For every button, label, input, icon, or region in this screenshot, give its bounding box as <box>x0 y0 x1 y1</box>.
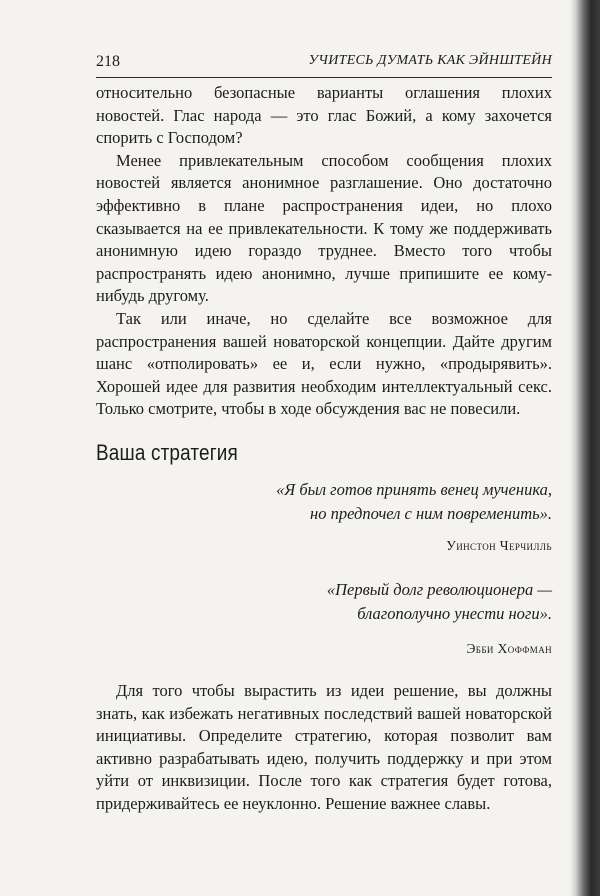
section-heading: Ваша стратегия <box>96 440 238 465</box>
epigraph-quote <box>96 578 552 626</box>
paragraph: относительно безопасные варианты оглашения плохих новостей. Глас народа — это глас Божий, а кому захочется спорить с Господом? <box>96 83 552 148</box>
epigraph-line: благополучно унести ноги». <box>357 604 552 623</box>
book-binding-edge <box>570 0 600 896</box>
paragraph: Так или иначе, но сделайте все возможное для распространения вашей новаторской концепции. Дайте другим шанс «отполировать» ее и, если нужно, «продырявить». Хорошей идее для развития необходим интеллектуальный секс. Только смотрите, чтобы в ходе обсуждения вас не повесили. <box>96 308 552 419</box>
epigraph-author: Уинстон Черчилль <box>446 538 552 553</box>
page-number: 218 <box>96 53 120 70</box>
page-header <box>96 53 552 75</box>
body-text-bottom <box>96 680 552 816</box>
header-rule <box>96 77 552 78</box>
epigraph-quote <box>96 478 552 526</box>
epigraph-line: «Я был готов принять венец мученика, <box>276 480 552 499</box>
paragraph: Для того чтобы вырастить из идеи решение, вы должны знать, как избежать негативных последствий вашей новаторской инициативы. Определите стратегию, которая позволит вам активно разрабатывать идею, получить поддержку и при этом уйти от инквизиции. После того как стратегия будет готова, придерживайтесь ее неуклонно. Решение важнее славы. <box>96 681 552 813</box>
body-text-top <box>96 82 552 421</box>
epigraph-line: но предпочел с ним повременить». <box>310 504 552 523</box>
paragraph: Менее привлекательным способом сообщения плохих новостей является анонимное разглашение. Оно достаточно эффективно в плане распространения идеи, но плохо сказывается на ее привлекательности. К тому же поддерживать анонимную идею гораздо труднее. Вместо того чтобы распространять идею анонимно, лучше припишите ее кому-нибудь другому. <box>96 150 552 306</box>
epigraph-author: Эбби Хоффман <box>466 641 552 656</box>
epigraph-line: «Первый долг революционера — <box>326 580 552 599</box>
running-title: УЧИТЕСЬ ДУМАТЬ КАК ЭЙНШТЕЙН <box>308 53 552 68</box>
